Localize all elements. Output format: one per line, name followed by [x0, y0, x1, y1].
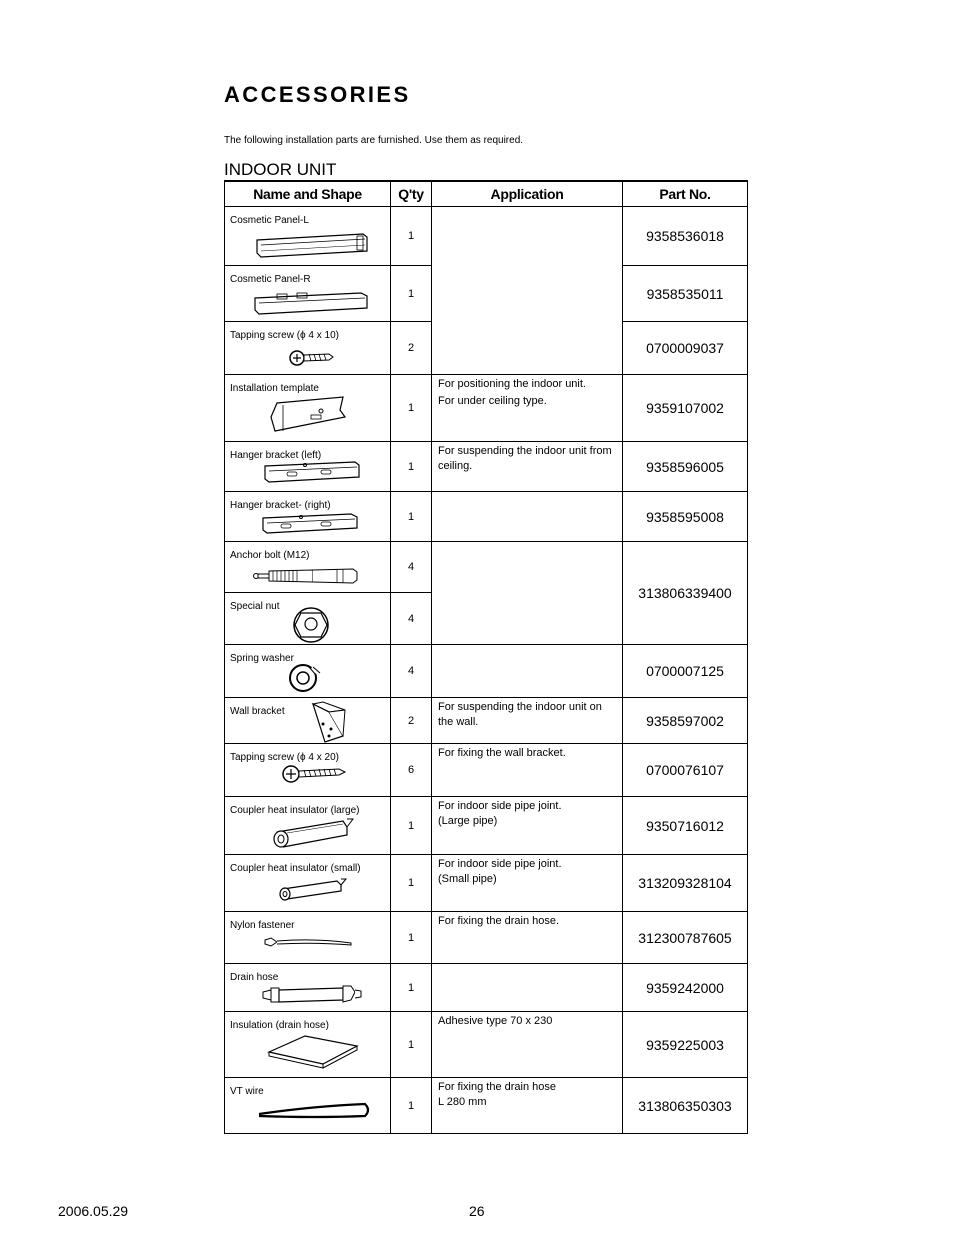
item-part-no: 9350716012	[623, 797, 748, 855]
item-application	[432, 855, 623, 912]
application-line: For indoor side pipe joint.	[438, 858, 562, 870]
application-line: (Small pipe)	[438, 873, 497, 885]
application-line: (Large pipe)	[438, 815, 498, 827]
item-qty: 2	[391, 698, 432, 744]
application-line: For suspending the indoor unit from ceiling.	[438, 445, 612, 472]
item-name-cell	[225, 744, 391, 797]
insulator-large-icon	[225, 797, 391, 855]
item-application-empty	[432, 964, 623, 1012]
item-name: Installation template	[230, 383, 319, 394]
item-qty: 1	[391, 1012, 432, 1078]
item-name: Tapping screw (ϕ 4 x 20)	[230, 752, 339, 763]
vt-wire-icon	[225, 1078, 391, 1134]
item-name: Special nut	[230, 601, 280, 612]
application-line: For fixing the drain hose	[438, 1081, 557, 1093]
page-number: 26	[469, 1203, 485, 1219]
item-name: Coupler heat insulator (large)	[230, 805, 360, 816]
item-application	[432, 797, 623, 855]
table-row	[225, 375, 748, 442]
item-name-cell	[225, 1078, 391, 1134]
table-row	[225, 442, 748, 492]
application-line: Adhesive type 70 x 230	[438, 1015, 553, 1027]
nylon-fastener-icon	[225, 912, 391, 964]
item-qty: 4	[391, 645, 432, 698]
application-line: For suspending the indoor unit on the wall.	[438, 701, 602, 728]
item-part-no: 9359242000	[623, 964, 748, 1012]
item-application	[432, 1012, 623, 1078]
section-heading: INDOOR UNIT	[224, 160, 337, 179]
item-qty: 6	[391, 744, 432, 797]
application-line: For positioning the indoor unit.	[438, 378, 586, 390]
item-qty: 1	[391, 375, 432, 442]
accessories-table	[224, 180, 748, 1134]
wall-bracket-icon	[225, 698, 391, 744]
hanger-bracket-left-icon	[225, 442, 391, 492]
header-qty: Q'ty	[391, 181, 432, 207]
item-name-cell	[225, 855, 391, 912]
item-name-cell	[225, 797, 391, 855]
item-name: VT wire	[230, 1086, 264, 1097]
item-part-no: 313209328104	[623, 855, 748, 912]
anchor-bolt-icon	[225, 542, 391, 593]
item-name: Insulation (drain hose)	[230, 1020, 329, 1031]
spring-washer-icon	[225, 645, 391, 698]
table-row	[225, 912, 748, 964]
item-name: Nylon fastener	[230, 920, 295, 931]
item-name-cell	[225, 442, 391, 492]
tapping-screw-short-icon	[225, 322, 391, 375]
header-part-no: Part No.	[623, 181, 748, 207]
item-application-empty	[432, 207, 623, 375]
item-qty: 1	[391, 266, 432, 322]
item-part-no: 9358597002	[623, 698, 748, 744]
table-row	[225, 207, 748, 266]
table-row	[225, 964, 748, 1012]
table-header-row	[225, 181, 748, 207]
table-row	[225, 645, 748, 698]
application-line: For indoor side pipe joint.	[438, 800, 562, 812]
item-name-cell	[225, 912, 391, 964]
item-part-no: 312300787605	[623, 912, 748, 964]
item-part-no: 0700007125	[623, 645, 748, 698]
item-name: Tapping screw (ϕ 4 x 10)	[230, 330, 339, 341]
drain-hose-icon	[225, 964, 391, 1012]
header-application: Application	[432, 181, 623, 207]
item-application	[432, 1078, 623, 1134]
item-part-no: 0700009037	[623, 322, 748, 375]
cosmetic-panel-left-icon	[225, 207, 391, 266]
item-part-no: 9358535011	[623, 266, 748, 322]
application-line: For fixing the drain hose.	[438, 915, 560, 927]
item-part-no: 9358595008	[623, 492, 748, 542]
item-name-cell	[225, 492, 391, 542]
cosmetic-panel-right-icon	[225, 266, 391, 322]
item-qty: 4	[391, 593, 432, 645]
item-name: Wall bracket	[230, 706, 285, 717]
table-row	[225, 542, 748, 593]
item-application-empty	[432, 492, 623, 542]
item-application-empty	[432, 645, 623, 698]
table-row	[225, 797, 748, 855]
item-name: Hanger bracket (left)	[230, 450, 322, 461]
insulation-pad-icon	[225, 1012, 391, 1078]
insulator-small-icon	[225, 855, 391, 912]
item-name-cell	[225, 375, 391, 442]
item-part-no: 9359107002	[623, 375, 748, 442]
item-name-cell	[225, 593, 391, 645]
item-name-cell	[225, 266, 391, 322]
tapping-screw-long-icon	[225, 744, 391, 797]
item-qty: 4	[391, 542, 432, 593]
item-name-cell	[225, 542, 391, 593]
table-row	[225, 1078, 748, 1134]
item-name-cell	[225, 322, 391, 375]
item-name: Drain hose	[230, 972, 279, 983]
item-application	[432, 744, 623, 797]
item-qty: 1	[391, 855, 432, 912]
item-name-cell	[225, 964, 391, 1012]
item-name-cell	[225, 207, 391, 266]
hanger-bracket-right-icon	[225, 492, 391, 542]
item-part-no: 313806350303	[623, 1078, 748, 1134]
special-nut-icon	[225, 593, 391, 645]
application-line: For fixing the wall bracket.	[438, 747, 566, 759]
item-name-cell	[225, 1012, 391, 1078]
item-qty: 1	[391, 797, 432, 855]
table-row	[225, 855, 748, 912]
item-qty: 1	[391, 1078, 432, 1134]
item-application	[432, 912, 623, 964]
item-name: Coupler heat insulator (small)	[230, 863, 361, 874]
item-part-no: 9359225003	[623, 1012, 748, 1078]
item-qty: 1	[391, 492, 432, 542]
item-name-cell	[225, 645, 391, 698]
item-application	[432, 698, 623, 744]
table-row	[225, 744, 748, 797]
item-application	[432, 375, 623, 442]
application-line: L 280 mm	[438, 1096, 487, 1108]
item-name: Cosmetic Panel-R	[230, 274, 311, 285]
item-part-no: 9358596005	[623, 442, 748, 492]
item-application-empty	[432, 542, 623, 645]
item-part-no: 9358536018	[623, 207, 748, 266]
table-row	[225, 698, 748, 744]
item-name: Spring washer	[230, 653, 294, 664]
application-line: For under ceiling type.	[438, 395, 547, 407]
table-row	[225, 1012, 748, 1078]
item-part-no: 0700076107	[623, 744, 748, 797]
item-name-cell	[225, 698, 391, 744]
header-name-shape: Name and Shape	[225, 181, 391, 207]
footer-date: 2006.05.29	[58, 1203, 129, 1219]
item-qty: 1	[391, 207, 432, 266]
item-qty: 1	[391, 442, 432, 492]
table-row	[225, 492, 748, 542]
item-name: Hanger bracket- (right)	[230, 500, 331, 511]
item-qty: 1	[391, 964, 432, 1012]
item-application	[432, 442, 623, 492]
item-qty: 2	[391, 322, 432, 375]
installation-template-icon	[225, 375, 391, 442]
intro-text: The following installation parts are furnished. Use them as required.	[224, 135, 524, 146]
item-part-no: 313806339400	[623, 542, 748, 645]
item-qty: 1	[391, 912, 432, 964]
page-title: ACCESSORIES	[224, 82, 411, 107]
item-name: Cosmetic Panel-L	[230, 215, 309, 226]
item-name: Anchor bolt (M12)	[230, 550, 310, 561]
